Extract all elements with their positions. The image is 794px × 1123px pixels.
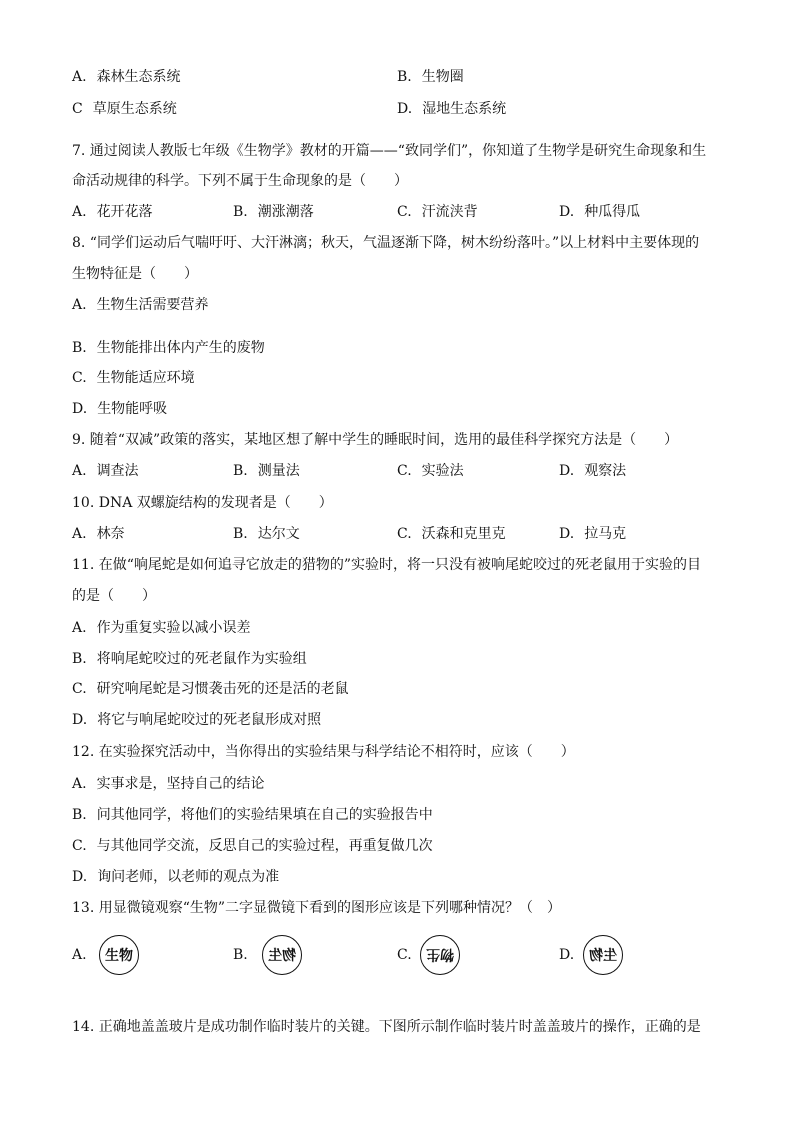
q7-stem-line1: 7. 通过阅读人教版七年级《生物学》教材的开篇——“致同学们”，你知道了生物学是研究生命现象和生: [72, 143, 707, 159]
option-key: C: [72, 101, 83, 117]
option-key: C.: [397, 526, 412, 542]
option-text: 问其他同学，将他们的实验结果填在自己的实验报告中: [96, 807, 433, 823]
figure-text: 生物: [105, 948, 133, 964]
q11-option-c: [72, 679, 349, 699]
option-key: C.: [72, 838, 87, 854]
q13-option-a-figure: [99, 935, 139, 975]
option-text: 调查法: [96, 463, 139, 479]
option-key: D.: [559, 204, 575, 220]
q13-stem-line1: 13. 用显微镜观察“生物”二字显微镜下看到的图形应该是下列哪种情况？（ ）: [72, 900, 562, 916]
q11-option-d: [72, 710, 321, 730]
option-key: C.: [72, 681, 87, 697]
q12-option-d: [72, 867, 279, 887]
option-text: 研究响尾蛇是习惯袭击死的还是活的老鼠: [96, 681, 349, 697]
option-key: B.: [233, 204, 248, 220]
q6-option-b: [397, 67, 464, 87]
q13-option-a-key: A.: [72, 947, 87, 963]
option-text: 潮涨潮落: [257, 204, 314, 220]
option-key: B.: [72, 651, 87, 667]
option-text: 拉马克: [584, 526, 627, 542]
figure-text-mirrored: 物生: [268, 948, 296, 964]
q6-option-d: [397, 99, 506, 119]
option-text: 林奈: [96, 526, 125, 542]
option-key: D.: [72, 712, 88, 728]
option-text: 湿地生态系统: [422, 101, 507, 117]
option-text: 达尔文: [257, 526, 300, 542]
option-key: B.: [233, 526, 248, 542]
q9-option-b: [233, 461, 300, 481]
q10-option-b: [233, 524, 300, 544]
q12-option-b: [72, 805, 433, 825]
option-text: 询问老师，以老师的观点为准: [97, 869, 280, 885]
q10-option-a: [72, 524, 125, 544]
option-text: 生物圈: [421, 69, 464, 85]
q14-stem-line1: 14. 正确地盖盖玻片是成功制作临时装片的关键。下图所示制作临时装片时盖盖玻片的操作，正确的是: [72, 1019, 701, 1035]
option-key: B.: [72, 340, 87, 356]
q11-stem-line2: 的是（ ）: [72, 588, 156, 604]
option-text: 生物能排出体内产生的废物: [96, 340, 265, 356]
option-key: B.: [233, 463, 248, 479]
option-text: 生物能适应环境: [96, 370, 195, 386]
q13-option-b-figure: [262, 935, 302, 975]
q9-option-d: [559, 461, 626, 481]
q10-option-c: [397, 524, 506, 544]
q7-option-a: [72, 202, 153, 222]
option-text: 与其他同学交流，反思自己的实验过程，再重复做几次: [96, 838, 433, 854]
option-key: A.: [72, 776, 87, 792]
option-key: A.: [72, 463, 87, 479]
option-text: 观察法: [584, 463, 627, 479]
option-key: A.: [72, 526, 87, 542]
option-text: 花开花落: [96, 204, 153, 220]
option-text: 沃森和克里克: [421, 526, 506, 542]
q13-option-d-figure: [583, 935, 623, 975]
q11-option-a: [72, 618, 251, 638]
q7-stem-line2: 命活动规律的科学。下列不属于生命现象的是（ ）: [72, 173, 408, 189]
option-key: D.: [397, 101, 413, 117]
q11-option-b: [72, 649, 307, 669]
q9-option-c: [397, 461, 464, 481]
q6-option-c: [72, 99, 177, 119]
q12-option-a: [72, 774, 265, 794]
q13-option-b-key: B.: [233, 947, 248, 963]
option-key: B.: [72, 807, 87, 823]
q13-option-d-key: D.: [559, 947, 575, 963]
option-text: 生物能呼吸: [97, 401, 168, 417]
option-text: 生物生活需要营养: [96, 297, 209, 313]
q8-option-a: [72, 295, 209, 315]
q7-option-d: [559, 202, 640, 222]
option-key: A.: [72, 69, 87, 85]
option-key: A.: [72, 297, 87, 313]
option-key: C.: [72, 370, 87, 386]
option-text: 将它与响尾蛇咬过的死老鼠形成对照: [97, 712, 322, 728]
q7-option-b: [233, 202, 314, 222]
q8-option-c: [72, 368, 195, 388]
option-key: D.: [559, 526, 575, 542]
option-key: D.: [72, 401, 88, 417]
option-text: 实验法: [421, 463, 464, 479]
q12-option-c: [72, 836, 433, 856]
option-text: 测量法: [257, 463, 300, 479]
figure-text-rotated: 物生: [426, 946, 454, 962]
option-key: B.: [397, 69, 412, 85]
q9-stem-line1: 9. 随着“双减”政策的落实，某地区想了解中学生的睡眠时间，选用的最佳科学探究方法是（ ）: [72, 432, 679, 448]
option-key: A.: [72, 620, 87, 636]
option-text: 将响尾蛇咬过的死老鼠作为实验组: [96, 651, 307, 667]
option-key: C.: [397, 463, 412, 479]
q10-stem-line1: 10. DNA 双螺旋结构的发现者是（ ）: [72, 495, 333, 511]
option-key: D.: [72, 869, 88, 885]
option-text: 种瓜得瓜: [584, 204, 641, 220]
option-text: 汗流浃背: [421, 204, 478, 220]
q7-option-c: [397, 202, 478, 222]
q8-option-b: [72, 338, 265, 358]
option-text: 作为重复实验以减小误差: [96, 620, 251, 636]
option-text: 森林生态系统: [96, 69, 181, 85]
option-text: 实事求是，坚持自己的结论: [96, 776, 265, 792]
q8-stem-line2: 生物特征是（ ）: [72, 266, 198, 282]
option-key: A.: [72, 204, 87, 220]
q6-option-a: [72, 67, 181, 87]
q9-option-a: [72, 461, 139, 481]
option-key: C.: [397, 204, 412, 220]
q12-stem-line1: 12. 在实验探究活动中，当你得出的实验结果与科学结论不相符时，应该（ ）: [72, 744, 575, 760]
q13-option-c-key: C.: [397, 947, 412, 963]
q11-stem-line1: 11. 在做“响尾蛇是如何追寻它放走的猎物的”实验时，将一只没有被响尾蛇咬过的死老鼠用于实验的目: [72, 557, 702, 573]
figure-text-mirrored: 生物: [589, 948, 617, 964]
q8-stem-line1: 8. “同学们运动后气喘吁吁、大汗淋漓；秋天，气温逐渐下降，树木纷纷落叶。”以上材料中主要体现的: [72, 235, 700, 251]
q10-option-d: [559, 524, 626, 544]
option-text: 草原生态系统: [92, 101, 177, 117]
option-key: D.: [559, 463, 575, 479]
q8-option-d: [72, 399, 167, 419]
q13-option-c-figure: [420, 935, 460, 975]
